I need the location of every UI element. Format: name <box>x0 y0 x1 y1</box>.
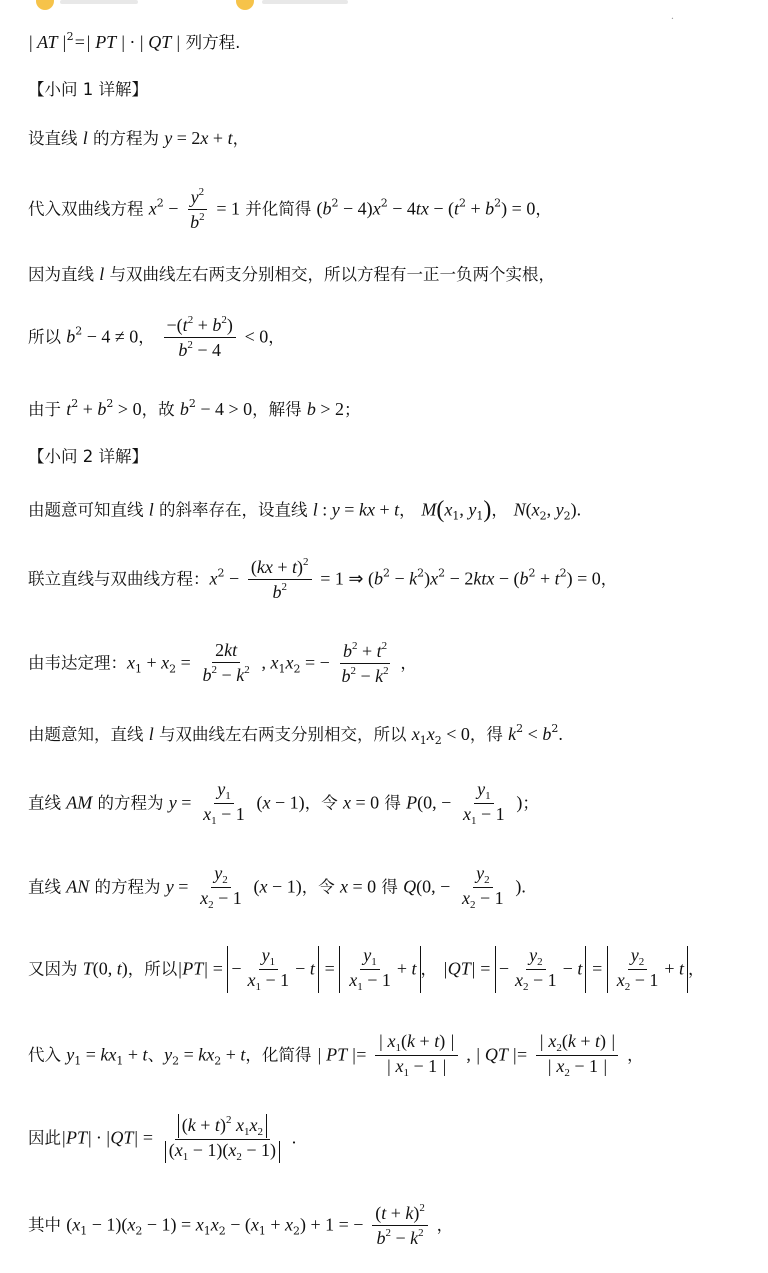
line-set-line-equation: 设直线 l 的方程为 y = 2x + t， <box>28 128 250 148</box>
line-an-equation: 直线 AN 的方程为 y = $\frac{y_2}{x_2 - 1}$ (x − 1)，令 x = 0 得 Q(0, − $\frac{y_2}{x_2 - 1}$ ). <box>28 863 526 912</box>
logo-dot-left <box>36 0 54 10</box>
line-k-condition: 由题意知，直线 l 与双曲线左右两支分别相交，所以 $x_1x_2 < 0$，得 $k^2 < b^2$. <box>28 722 563 747</box>
corner-mark: · <box>670 14 674 25</box>
line-two-roots: 因为直线 l 与双曲线左右两支分别相交，所以方程有一正一负两个实根， <box>28 264 556 284</box>
line-slope-exists: 由题意可知直线 l 的斜率存在，设直线 l : y = kx + t， $M(x_1$, $y_1$)， $N(x_2$, $y_2$). <box>28 497 582 523</box>
section-heading-2: 【小问 2 详解】 <box>28 447 148 466</box>
line-so-conditions: 所以 $b^2 - 4 \ne 0$， $\frac{-(t^2 + b^2)}{b^2 - 4}$ < 0， <box>28 314 285 360</box>
watermark-left <box>60 0 138 4</box>
line-combine-equations: 联立直线与双曲线方程：$x^2$ − $\frac{(kx + t)^2}{b^2}$ = 1 ⇒ $(b^2 - k^2)x^2 - 2ktx - (b^2 + t^2) = 0$， <box>28 556 618 602</box>
top-decoration <box>0 0 768 14</box>
watermark-right <box>262 0 348 4</box>
line-product: 因此|PT| · |QT| = $\frac{(k + t)^2 x_1x_2}{(x_1 - 1)(x_2 - 1)}$ . <box>28 1114 297 1164</box>
line-substitute-hyperbola: 代入双曲线方程 $x^2$ − $\frac{y^2}{b^2}$ = 1 并化简得 $(b^2 - 4)x^2 - 4tx - (t^2 + b^2) = 0$， <box>28 186 552 232</box>
line-vieta: 由韦达定理：$x_1 + x_2$ = $\frac{2kt}{b^2 - k^2}$ , $x_1x_2$ = − $\frac{b^2 + t^2}{b^2 - k^2}$ ， <box>28 640 417 686</box>
line-pt-qt: 又因为 T(0, t)，所以|PT| = − $\frac{y_1}{x_1 - 1}$ − t = $\frac{y_1}{x_1 - 1}$ + t ， |QT| = − $\frac{y_2}{x_2 - 1}$ − t = $\frac{y_2}{x_2 - 1}$ + t ， <box>28 945 705 994</box>
line-at-equation: | AT $|^2=|$ PT | · | QT | 列方程. <box>28 30 241 52</box>
logo-dot-right <box>236 0 254 10</box>
line-where: 其中 $(x_1 - 1)(x_2 - 1) = x_1x_2 - (x_1 + x_2) + 1$ = − $\frac{(t + k)^2}{b^2 - k^2}$ ， <box>28 1202 454 1248</box>
line-solve-b: 由于 $t^2 + b^2 > 0$，故 $b^2 - 4 > 0$，解得 b > 2； <box>28 397 361 419</box>
line-substitute-y: 代入 $y_1 = kx_1 + t$、$y_2 = kx_2 + t$，化简得 | PT |= $\frac{| x_1(k + t) |}{| x_1 - 1 |}$ , | QT |= $\frac{| x_2(k + t) |}{| x_2 - 1 |}$ ， <box>28 1031 644 1080</box>
section-heading-1: 【小问 1 详解】 <box>28 80 148 99</box>
line-am-equation: 直线 AM 的方程为 y = $\frac{y_1}{x_1 - 1}$ (x − 1)，令 x = 0 得 P(0, − $\frac{y_1}{x_1 - 1}$ )； <box>28 779 539 828</box>
